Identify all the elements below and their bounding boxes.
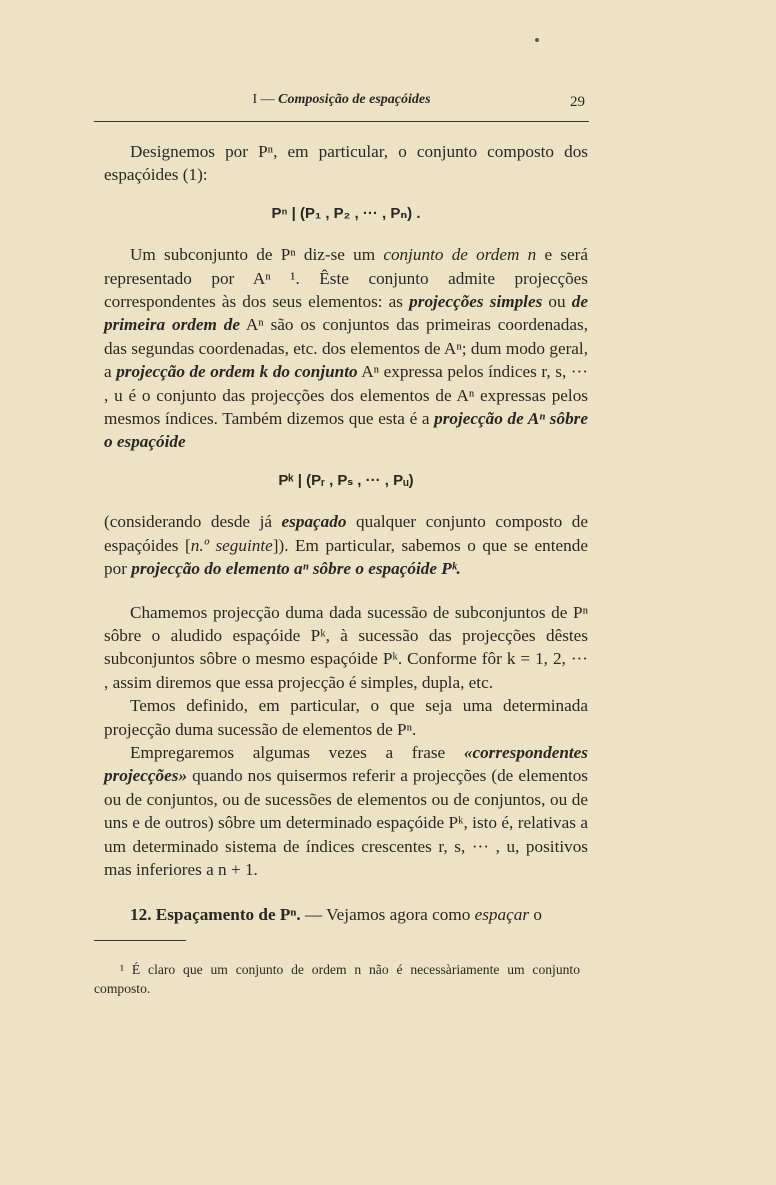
italic-span: projecções simples [409,292,543,312]
header-title [94,92,589,108]
header-rule [94,121,589,122]
paragraph-2 [104,243,588,454]
main-text [104,140,588,927]
text-span: ou [542,292,572,312]
italic-span: n.º seguinte [190,535,273,555]
text-span: Aⁿ expressa pelos índices r, s, ··· , u é o conjunto das projecções dos elementos de Aⁿ expressas pelos mesmos índices. Também dizemos que esta é a [104,362,588,429]
section-number: 12. [130,905,152,925]
paragraph-4: Chamemos projecção duma dada sucessão de subconjuntos de Pⁿ sôbre o aludido espaçóide Pᵏ, à sucessão das projecções dêstes subconjuntos sôbre o mesmo espaçóide Pᵏ. Conforme fôr k = 1, 2, ··· , assim diremos que essa projecção é simples, dupla, etc. [104,602,588,692]
formula-2: Pᵏ | (Pᵣ , Pₛ , ··· , Pᵤ) [278,471,414,489]
formula-1: Pⁿ | (P₁ , P₂ , ··· , Pₙ) . [271,204,421,222]
text-span: quando nos quisermos referir a projecções (de elementos ou de conjuntos, ou de sucessões de elementos ou de conjuntos, ou de uns e de outros) sôbre um determinado espaçóide Pᵏ, isto é, relativas a um determinado sistema de índices crescentes r, s, ··· , u, positivos mas inferiores a n + 1. [104,766,588,879]
italic-span: «correspondentes projecções» [104,742,588,786]
page-number: 29 [570,94,585,110]
paragraph-3 [104,510,588,580]
running-header [94,90,589,116]
section-title: Espaçamento de Pⁿ. [151,905,301,925]
italic-span: de primeira ordem de [104,292,589,335]
text-span: Empregaremos algumas vezes a frase [130,742,464,762]
ink-spot [535,38,539,42]
paragraph-5: Temos definido, em particular, o que seja uma determinada projecção duma sucessão de elementos de Pⁿ. [104,696,588,739]
italic-span: espaçar [474,905,530,925]
italic-span: projecção de Aⁿ sôbre o espaçóide [104,409,588,452]
text-span: (considerando desde já [104,512,282,532]
italic-span: conjunto de ordem n [383,245,537,265]
section-12-start [104,903,588,926]
text-span: e será representado por Aⁿ ¹. Êste conjunto admite projecções correspondentes às dos seus elementos: as [104,245,588,312]
italic-span: projecção de ordem k do conjunto [116,362,358,382]
footnote-rule [94,940,186,941]
text-span: Um subconjunto de Pⁿ diz-se um [130,245,384,265]
footnote [94,960,580,998]
text-span: — Vejamos agora como [300,905,475,925]
text-span: qualquer conjunto composto de espaçóides [ [104,512,588,555]
footnote-text: ¹ É claro que um conjunto de ordem n não é necessàriamente um conjunto composto. [94,962,580,996]
paragraph-1: Designemos por Pⁿ, em particular, o conjunto composto dos espaçóides (1): [104,142,588,185]
header-title-italic: Composição de espaçóides [278,92,431,107]
text-span: ]). Em particular, sabemos o que se entende por [104,535,588,579]
paragraph-6 [104,741,588,881]
text-span: o [529,905,542,925]
header-title-prefix: I — [252,92,279,107]
text-span: Aⁿ são os conjuntos das primeiras coordenadas, das segundas coordenadas, etc. dos elementos de Aⁿ; dum modo geral, a [104,315,588,382]
italic-span: espaçado [281,512,347,532]
italic-span: projecção do elemento aⁿ sôbre o espaçóide Pᵏ. [131,559,461,579]
